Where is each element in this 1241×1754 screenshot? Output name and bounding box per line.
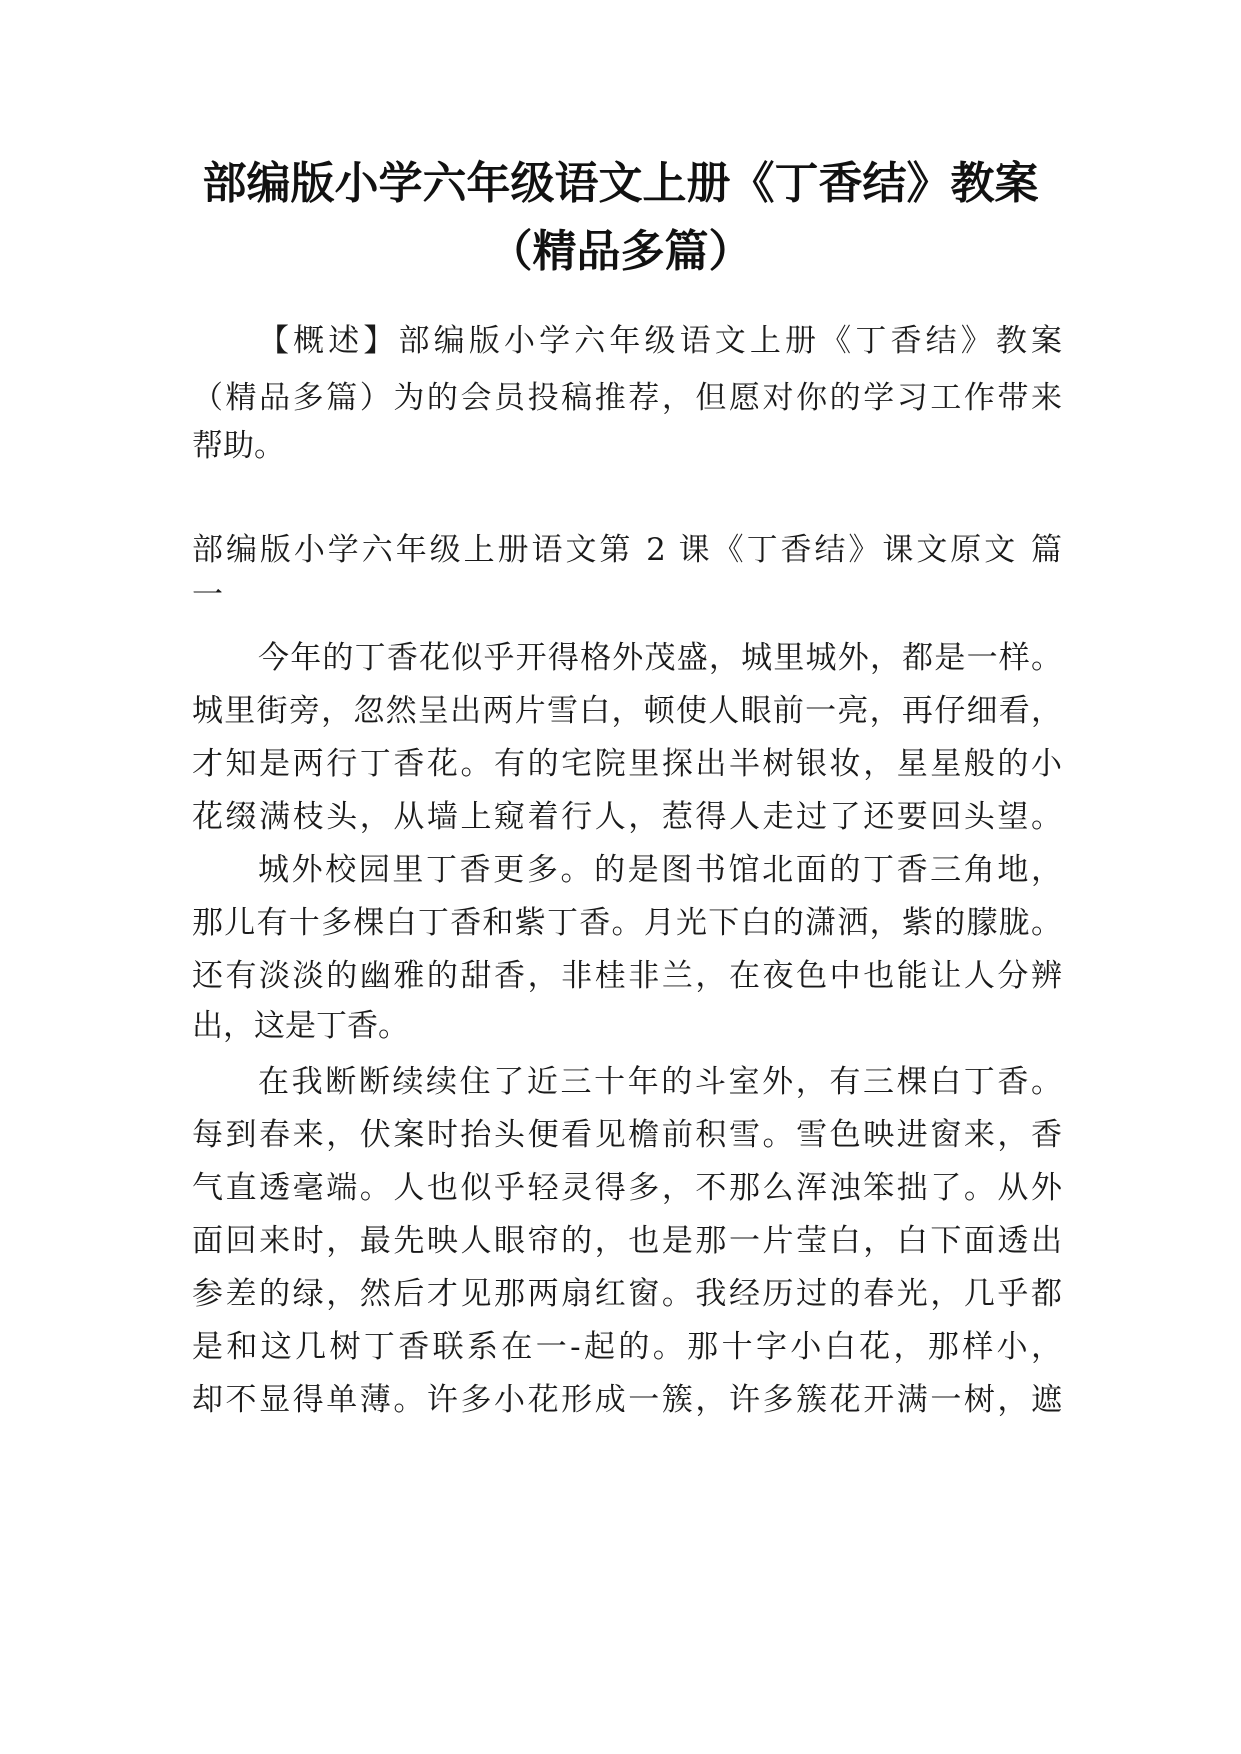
summary-line: 【概述】部编版小学六年级语文上册《丁香结》教案	[258, 323, 1062, 359]
paragraph-line: 气直透毫端。人也似乎轻灵得多，不那么浑浊笨拙了。从外	[192, 1170, 1062, 1206]
section-heading-line: 一	[192, 577, 223, 613]
section-heading-line: 部编版小学六年级上册语文第 2 课《丁香结》课文原文 篇	[192, 532, 1062, 568]
paragraph-line: 每到春来，伏案时抬头便看见檐前积雪。雪色映进窗来，香	[192, 1117, 1062, 1153]
paragraph-line: 今年的丁香花似乎开得格外茂盛，城里城外，都是一样。	[258, 640, 1062, 676]
document-title-line-1: 部编版小学六年级语文上册《丁香结》教案	[202, 158, 1039, 209]
summary-line: 帮助。	[192, 428, 285, 464]
paragraph-line: 在我断断续续住了近三十年的斗室外，有三棵白丁香。	[258, 1064, 1062, 1100]
paragraph-line: 参差的绿，然后才见那两扇红窗。我经历过的春光，几乎都	[192, 1276, 1062, 1312]
paragraph-line: 面回来时，最先映人眼帘的，也是那一片莹白，白下面透出	[192, 1223, 1062, 1259]
document-title-line-2: （精品多篇）	[488, 226, 753, 277]
paragraph-line: 城里街旁，忽然呈出两片雪白，顿使人眼前一亮，再仔细看，	[192, 693, 1062, 729]
paragraph-line: 那儿有十多棵白丁香和紫丁香。月光下白的潇洒，紫的朦胧。	[192, 905, 1062, 941]
paragraph-line: 却不显得单薄。许多小花形成一簇，许多簇花开满一树，遮	[192, 1382, 1062, 1418]
paragraph-line: 是和这几树丁香联系在一-起的。那十字小白花，那样小，	[192, 1329, 1062, 1365]
paragraph-line: 花缀满枝头，从墙上窥着行人，惹得人走过了还要回头望。	[192, 799, 1062, 835]
paragraph-line: 城外校园里丁香更多。的是图书馆北面的丁香三角地，	[258, 852, 1062, 888]
summary-line: （精品多篇）为的会员投稿推荐，但愿对你的学习工作带来	[192, 380, 1062, 416]
paragraph-line: 出，这是丁香。	[192, 1008, 409, 1044]
paragraph-line: 才知是两行丁香花。有的宅院里探出半树银妆，星星般的小	[192, 746, 1062, 782]
paragraph-line: 还有淡淡的幽雅的甜香，非桂非兰，在夜色中也能让人分辨	[192, 958, 1062, 994]
